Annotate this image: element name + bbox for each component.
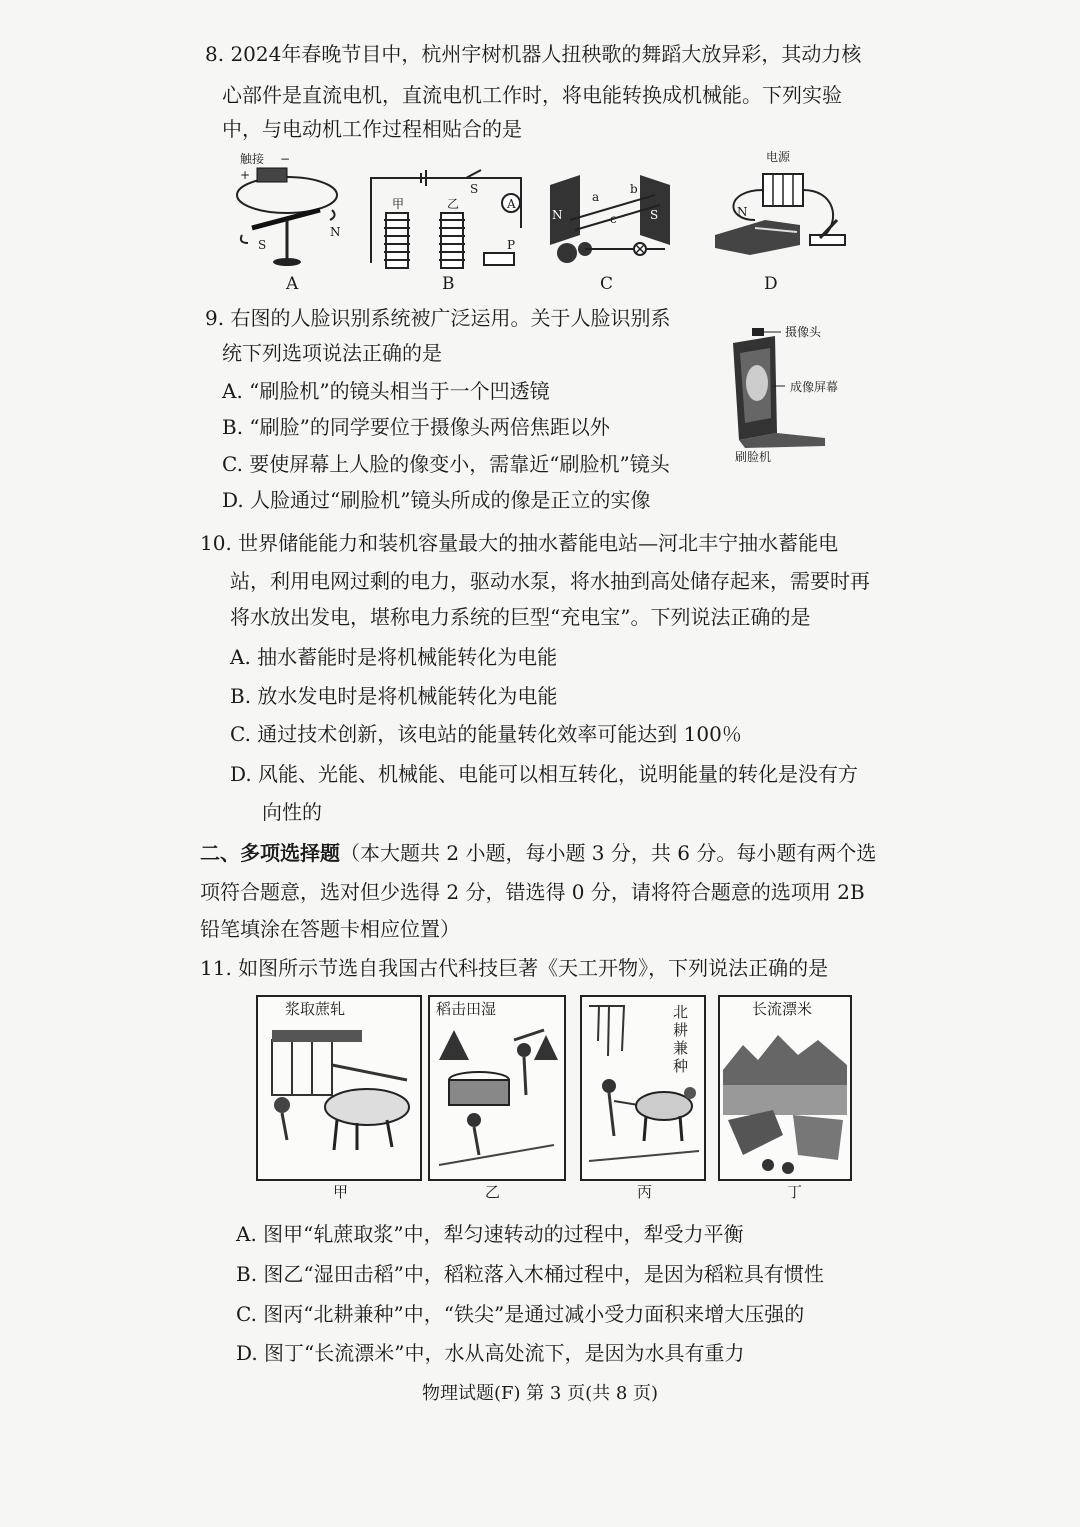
q11-option-b: B. 图乙“湿田击稻”中，稻粒落入木桶过程中，是因为稻粒具有惯性 [236,1262,824,1286]
q8-fig-b-yi: 乙 [447,197,460,211]
q8-fig-a-touch: 触接 [240,152,265,166]
q9-line-2: 统下列选项说法正确的是 [222,341,442,365]
q10-line-3: 将水放出发电，堪称电力系统的巨型“充电宝”。下列说法正确的是 [230,605,811,629]
q10-option-d-cont: 向性的 [262,800,322,824]
q11-option-a: A. 图甲“轧蔗取浆”中，犁匀速转动的过程中，犁受力平衡 [236,1222,744,1246]
panel-bing-caption: 丙 [637,1183,653,1201]
q8-line-3: 中，与电动机工作过程相贴合的是 [222,117,522,141]
q8-line-2: 心部件是直流电机，直流电机工作时，将电能转换成机械能。下列实验 [222,83,842,107]
panel-jia-illustration [262,1025,412,1170]
page-footer: 物理试题(F) 第 3 页(共 8 页) [421,1383,659,1404]
fig-camera-label: 摄像头 [785,325,822,339]
q11-option-c: C. 图丙“北耕兼种”中，“铁尖”是通过减小受力面积来增大压强的 [236,1302,805,1326]
panel-yi-caption: 乙 [485,1183,501,1201]
panel-yi [428,995,566,1181]
panel-ding [718,995,852,1181]
section-2-line-3: 铅笔填涂在答题卡相应位置） [200,917,460,941]
q10-option-c: C. 通过技术创新，该电站的能量转化效率可能达到 100％ [230,722,742,746]
q9-option-d: D. 人脸通过“刷脸机”镜头所成的像是正立的实像 [222,488,651,512]
q8-fig-c-s: S [650,208,659,222]
section-2-heading-line [200,840,876,866]
fig-screen-label: 成像屏幕 [790,380,839,394]
q8-fig-d-n: N [737,205,748,219]
panel-ding-caption: 丁 [787,1183,803,1201]
section-2-heading: 二、多项选择题 [200,841,340,865]
q9-option-b: B. “刷脸”的同学要位于摄像头两倍焦距以外 [222,415,610,439]
q10-line-1: 10. 世界储能能力和装机容量最大的抽水蓄能电站—河北丰宁抽水蓄能电 [200,531,839,555]
q8-figure-d [705,160,855,275]
q8-figure-b [366,168,526,273]
q9-option-c: C. 要使屏幕上人脸的像变小，需靠近“刷脸机”镜头 [222,452,670,476]
q8-fig-c-b: b [630,182,638,196]
q9-line-1: 9. 右图的人脸识别系统被广泛运用。关于人脸识别系 [205,306,671,330]
q8-fig-b-jia: 甲 [392,197,405,211]
panel-yi-illustration [434,1025,559,1175]
q10-line-2: 站，利用电网过剩的电力，驱动水泵，将水抽到高处储存起来，需要时再 [230,569,870,593]
q8-fig-c-n: N [552,208,563,222]
section-2-line-2: 项符合题意，选对但少选得 2 分，错选得 0 分，请将符合题意的选项用 2B [200,880,865,904]
fig-device-label: 刷脸机 [735,450,772,464]
q10-option-a: A. 抽水蓄能时是将机械能转化为电能 [230,645,558,669]
panel-jia-title: 浆取蔗轧 [285,1000,346,1018]
q8-option-d-label: D [764,274,778,294]
q9-option-a: A. “刷脸机”的镜头相当于一个凹透镜 [222,379,550,403]
q11-stem: 11. 如图所示节选自我国古代科技巨著《天工开物》，下列说法正确的是 [200,956,829,980]
q8-option-c-label: C [600,274,614,294]
q8-line-1: 8. 2024年春晚节目中，杭州宇树机器人扭秧歌的舞蹈大放异彩，其动力核 [205,42,862,66]
q8-fig-b-a: A [507,197,516,211]
q10-option-d: D. 风能、光能、机械能、电能可以相互转化，说明能量的转化是没有方 [230,762,859,786]
panel-ding-illustration [723,1025,847,1175]
panel-jia-caption: 甲 [333,1183,349,1201]
q8-fig-a-minus: − [280,152,291,166]
q8-option-b-label: B [442,274,455,294]
panel-jia [256,995,422,1181]
q8-fig-b-p: P [507,238,516,252]
q8-fig-c-a: a [592,190,600,204]
q8-fig-c-c: c [610,212,617,226]
q8-fig-a-s: S [258,238,267,252]
panel-ding-title: 长流漂米 [752,1000,813,1018]
q8-fig-d-power: 电源 [766,150,791,164]
q8-fig-b-s: S [470,182,479,196]
q8-fig-a-n: N [330,225,341,239]
panel-yi-title: 稻击田湿 [436,1000,497,1018]
section-2-line-1: （本大题共 2 小题，每小题 3 分，共 6 分。每小题有两个选 [340,841,877,865]
q11-option-d: D. 图丁“长流漂米”中，水从高处流下，是因为水具有重力 [236,1341,745,1365]
q8-option-a-label: A [286,274,299,294]
q10-option-b: B. 放水发电时是将机械能转化为电能 [230,684,558,708]
q8-fig-a-plus: + [240,168,251,182]
panel-bing-title: 北耕兼种 [673,1003,689,1075]
